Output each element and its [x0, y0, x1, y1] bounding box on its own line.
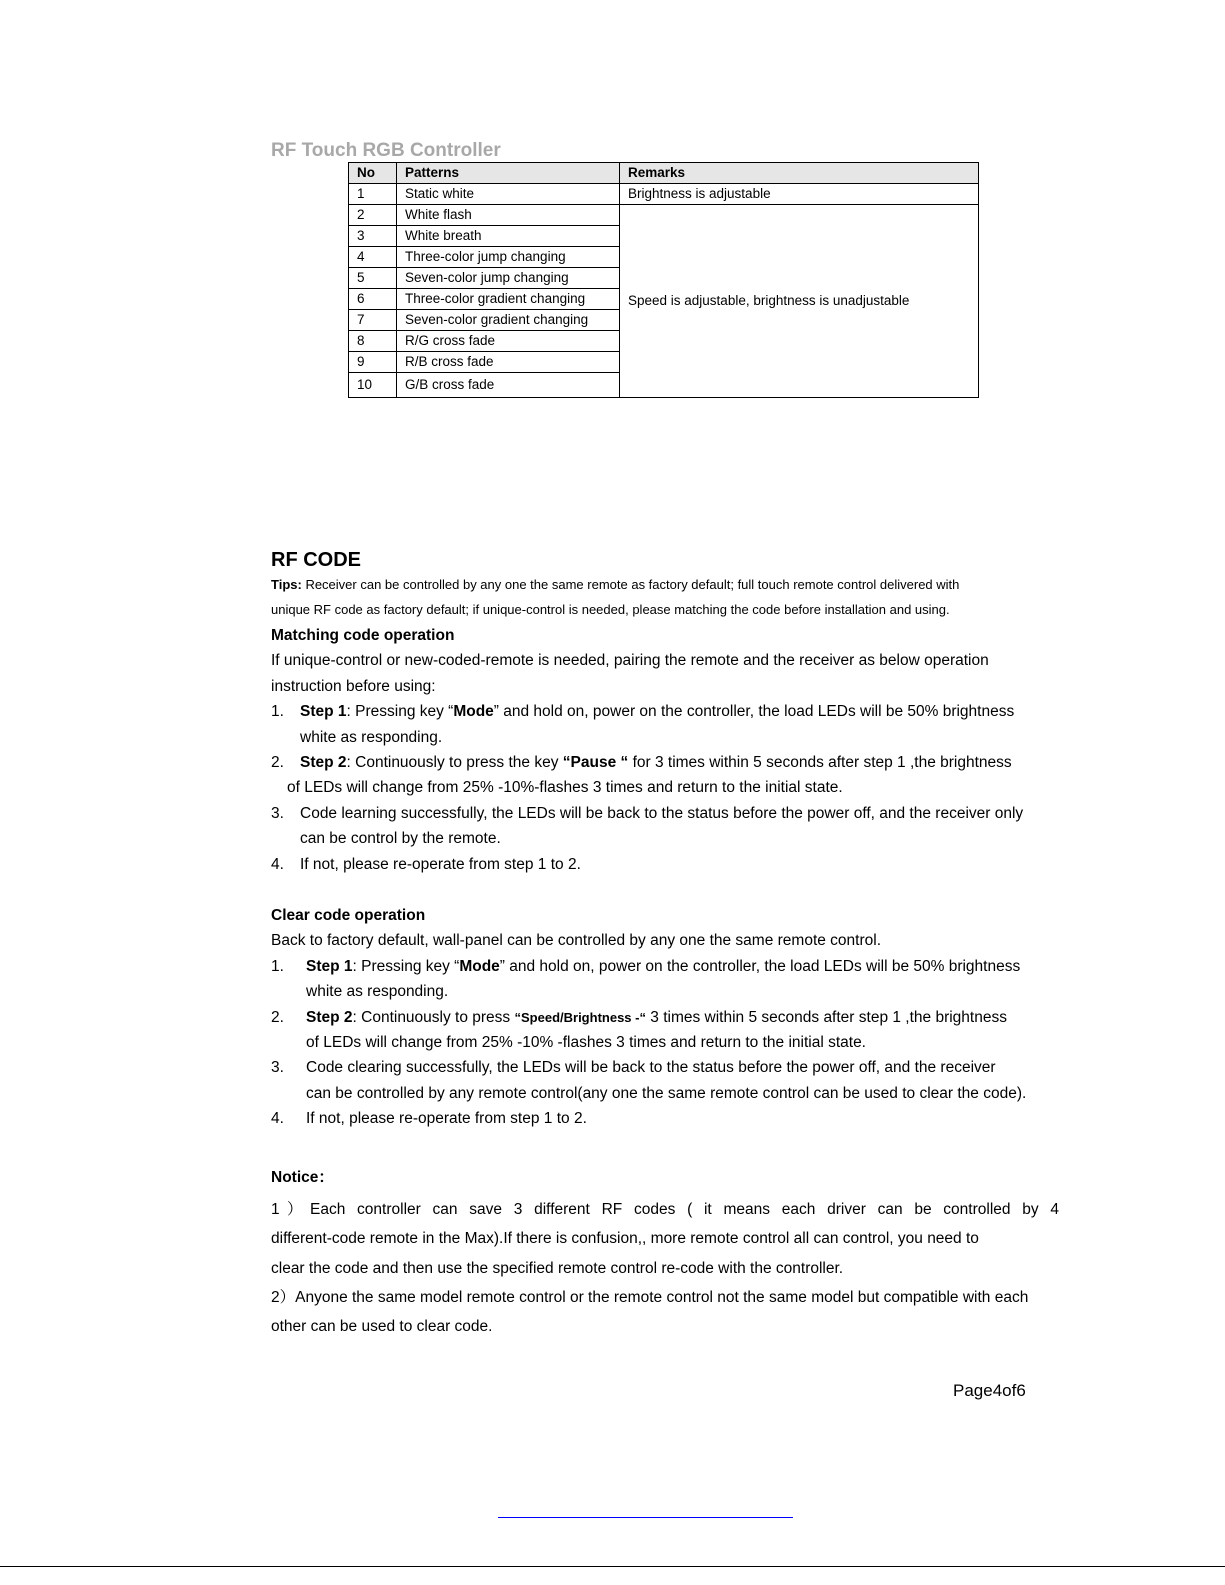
section-title: RF Touch RGB Controller	[271, 140, 501, 161]
clear-heading: Clear code operation	[271, 907, 426, 924]
matching-heading: Matching code operation	[271, 627, 455, 644]
key-name: “Speed/Brightness -“	[514, 1009, 646, 1025]
row-pattern: Seven-color gradient changing	[397, 310, 620, 331]
table-row	[349, 205, 979, 226]
clear-step-3-cont: can be controlled by any remote control(any one the same remote control can be used to clear the code).	[306, 1084, 1027, 1102]
step-text: Code learning successfully, the LEDs will be back to the status before the power off, and the receiver only	[300, 804, 1024, 822]
step-label: Step 2	[306, 1008, 353, 1026]
step-label: Step 2	[300, 754, 347, 772]
footer-link-underline[interactable]	[498, 1517, 793, 1518]
clear-step-1-cont: white as responding.	[306, 983, 449, 1001]
notice-item-1-line-2: different-code remote in the Max).If there is confusion,, more remote control all can control, you need to	[271, 1230, 979, 1248]
clear-step-2-cont: of LEDs will change from 25% -10% -flashes 3 times and return to the initial state.	[306, 1034, 866, 1052]
clear-step-1	[271, 954, 1059, 979]
row-pattern: Three-color jump changing	[397, 247, 620, 268]
step-text: : Pressing key “	[346, 703, 454, 721]
row-no: 9	[349, 352, 397, 373]
clear-intro: Back to factory default, wall-panel can be controlled by any one the same remote control.	[271, 932, 882, 950]
table-row	[349, 184, 979, 205]
table-header-row	[349, 163, 979, 184]
step-text: Code clearing successfully, the LEDs will be back to the status before the power off, and the receiver	[306, 1059, 996, 1077]
clear-step-4	[271, 1106, 1059, 1131]
row-no: 10	[349, 373, 397, 398]
key-name: “Pause “	[562, 754, 629, 772]
step-text: 3 times within 5 seconds after step 1 ,the brightness	[645, 1008, 1007, 1026]
row-pattern: White breath	[397, 226, 620, 247]
page-number: Page4of6	[953, 1381, 1026, 1400]
notice-heading: Notice：	[271, 1169, 334, 1186]
row-pattern: Three-color gradient changing	[397, 289, 620, 310]
step-text: : Pressing key “	[352, 957, 460, 975]
matching-step-4	[271, 852, 1059, 877]
matching-section	[271, 623, 1059, 877]
tips-paragraph	[271, 572, 1059, 622]
step-number: 4.	[271, 1110, 284, 1128]
notice-item-2-line-2: other can be used to clear code.	[271, 1318, 493, 1336]
notice-item-2-line-1: 2）Anyone the same model remote control or the remote control not the same model but compatible with each	[271, 1288, 1029, 1306]
clear-step-2	[271, 1005, 1059, 1030]
matching-step-3	[271, 801, 1059, 826]
step-text: : Continuously to press the key	[346, 754, 563, 772]
step-text: : Continuously to press	[352, 1008, 515, 1026]
row-remark: Brightness is adjustable	[620, 184, 979, 205]
key-name: Mode	[459, 957, 500, 975]
row-remark-merged: Speed is adjustable, brightness is unadjustable	[620, 205, 979, 398]
row-pattern: R/B cross fade	[397, 352, 620, 373]
rf-code-heading: RF CODE	[271, 549, 361, 571]
page-bottom-divider	[0, 1566, 1225, 1567]
clear-section	[271, 903, 1059, 1132]
matching-step-2-cont: of LEDs will change from 25% -10%-flashes 3 times and return to the initial state.	[287, 779, 843, 797]
step-text: If not, please re-operate from step 1 to 2.	[300, 855, 581, 873]
row-pattern: G/B cross fade	[397, 373, 620, 398]
row-pattern: Seven-color jump changing	[397, 268, 620, 289]
clear-step-3	[271, 1055, 1059, 1080]
tips-text: Receiver can be controlled by any one the same remote as factory default; full touch remote control delivered with	[301, 577, 960, 592]
step-number: 1.	[271, 957, 284, 975]
step-number: 2.	[271, 754, 284, 772]
row-no: 3	[349, 226, 397, 247]
matching-step-1-cont: white as responding.	[300, 728, 443, 746]
row-no: 1	[349, 184, 397, 205]
step-number: 2.	[271, 1008, 284, 1026]
row-no: 6	[349, 289, 397, 310]
row-pattern: Static white	[397, 184, 620, 205]
step-text: ” and hold on, power on the controller, the load LEDs will be 50% brightness	[493, 703, 1015, 721]
key-name: Mode	[453, 703, 494, 721]
step-text: If not, please re-operate from step 1 to 2.	[306, 1110, 587, 1128]
step-label: Step 1	[300, 703, 347, 721]
row-no: 4	[349, 247, 397, 268]
row-no: 2	[349, 205, 397, 226]
row-pattern: White flash	[397, 205, 620, 226]
matching-intro-1: If unique-control or new-coded-remote is needed, pairing the remote and the receiver as below operation	[271, 652, 989, 670]
header-patterns: Patterns	[397, 163, 620, 184]
step-number: 3.	[271, 804, 284, 822]
tips-text-2: unique RF code as factory default; if unique-control is needed, please matching the code before installation and using.	[271, 602, 950, 617]
row-no: 8	[349, 331, 397, 352]
notice-section	[271, 1163, 1059, 1341]
matching-step-2	[271, 750, 1059, 775]
tips-label: Tips:	[271, 577, 302, 592]
step-text: for 3 times within 5 seconds after step 1 ,the brightness	[628, 754, 1012, 772]
step-number: 3.	[271, 1059, 284, 1077]
step-label: Step 1	[306, 957, 353, 975]
row-no: 7	[349, 310, 397, 331]
notice-item-1-line-3: clear the code and then use the specified remote control re-code with the controller.	[271, 1259, 844, 1277]
matching-step-3-cont: can be control by the remote.	[300, 830, 501, 848]
matching-step-1	[271, 699, 1059, 724]
step-number: 1.	[271, 703, 284, 721]
row-pattern: R/G cross fade	[397, 331, 620, 352]
header-remarks: Remarks	[620, 163, 979, 184]
header-no: No	[349, 163, 397, 184]
step-number: 4.	[271, 855, 284, 873]
step-text: ” and hold on, power on the controller, the load LEDs will be 50% brightness	[499, 957, 1021, 975]
matching-intro-2: instruction before using:	[271, 677, 436, 695]
patterns-table	[348, 162, 979, 398]
row-no: 5	[349, 268, 397, 289]
notice-item-1-line-1: 1）Each controller can save 3 different RF codes ( it means each driver can be controlled by 4	[271, 1201, 1059, 1219]
